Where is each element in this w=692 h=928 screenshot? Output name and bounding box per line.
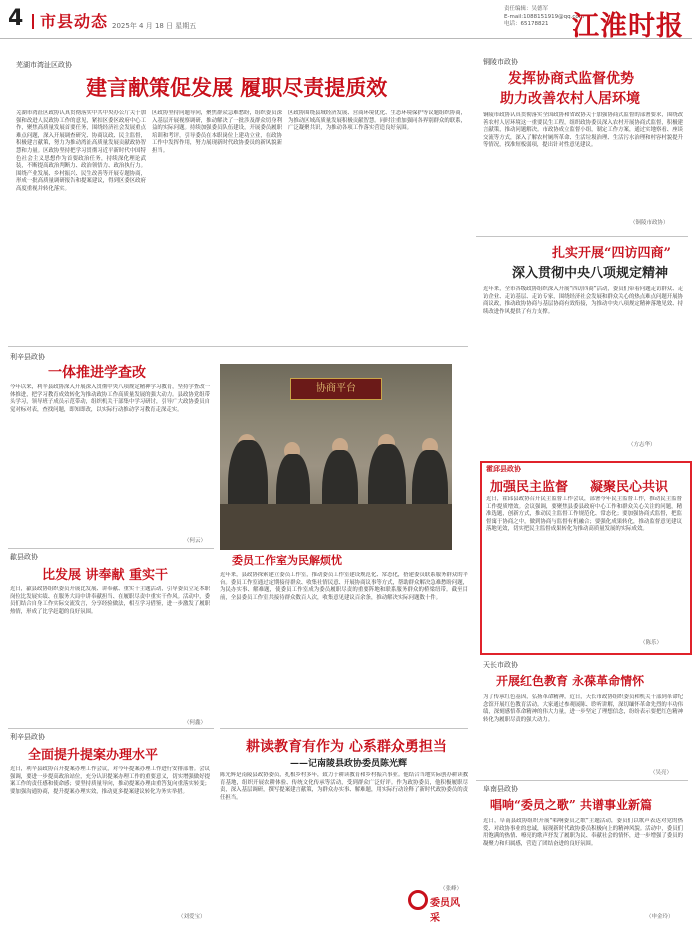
tianchang-body: 为了传承红色基因，弘扬革命精神，近日，天长市政协组织委员和机关干部到革命纪念馆开展红色教育活动。大家通过参观展陈、聆听讲解，深切缅怀革命先烈的丰功伟绩，深刻感悟革命精神的伟大力量，进一步坚定了理想信念，纷纷表示要把红色精神转化为履职尽责的强大动力。 [483,694,683,723]
photo-banner-text: 协商平台 [316,383,356,394]
gengdu-body: 陈光辉是南陵县政协委员，扎根乡村多年，致力于耕读教育和乡村振兴事业。他结合当地实际创办耕读教育基地，组织开展农耕体验、传统文化传承等活动，受到群众广泛好评。作为政协委员，他积极履职尽责，深入基层调研，撰写提案建言献策，为群众办实事、解难题，用实际行动诠释了新时代政协委员的责任担当。 [220,772,468,801]
dateline: 2025年 4 月 18 日 星期五 [112,22,197,30]
tongling-body: 铜陵市政协认真贯彻落实全国政协和省政协关于加强协商式监督的部署要求，围绕改善农村人居环境这一重要民生工程，组织政协委员深入农村开展协商式监督，积极建言献策，推动问题解决。市政协成立监督小组，制定工作方案，通过实地察看、座谈交流等方式，深入了解农村厕所革命、生活垃圾治理、生活污水治理和村容村貌提升等情况，找准短板弱项，提出针对性意见建议。 [483,112,683,149]
proposal-headline: 全面提升提案办理水平 [28,748,159,763]
divider [476,236,688,237]
funan-byline: （申金玲） [646,914,674,920]
editor-line: 责任编辑：吴德军 [504,6,549,12]
meeting-photo [220,364,452,550]
divider [8,548,214,549]
divider [8,728,214,729]
shexian-body: 近日，歙县政协组织委员开展比发展、讲奉献、重实干主题活动，引导委员立足本职岗位比发展实绩、在服务大局中讲奉献担当、在履职尽责中重实干作风。活动中，委员们结合自身工作实际交流发言，分享经验做法，相互学习借鉴，进一步激发了履职热情，形成了比学赶超的良好氛围。 [10,586,210,615]
wuhu-kicker: 芜湖市湾沚区政协 [16,61,72,69]
logo [408,890,466,924]
wuhu-body-col2: 区政协坚持问题导向，聚焦群众急难愁盼，组织委员深入基层开展视察调研，推动解决了一批涉及群众切身利益的实际问题。持续加强委员队伍建设，开展委员履职培训和考评，引导委员在本职岗位上建功立业，在政协工作中发挥作用，努力展现新时代政协委员的新风貌新担当。 [152,110,282,154]
editor-line: E-mail:1088151919@qq.com [504,13,585,20]
proposal-byline: （刘爱宝） [178,914,206,920]
proposal-body: 近日，利辛县政协召开提案办理工作会议，对今年提案办理工作进行安排部署。会议强调，要进一步提高政治站位，充分认识提案办理工作的重要意义，切实增强做好提案工作的责任感和使命感；要坚持质量导向，推动提案办理由重答复向重落实转变；要加强沟通协商，提升提案办理实效，推动更多提案建议转化为务实举措。 [10,766,210,795]
minsheng-kicker: 霍邱县政协 [486,465,521,473]
wuhu-headline: 建言献策促发展 履职尽责提质效 [86,75,388,100]
wuhu-body-col3: 区政协围绕县域经济发展、营商环境优化、生态环境保护等议题组织协商，为推动区域高质量发展积极贡献智慧。同时注重加强同各界别群众的联系，广泛凝聚共识，为推动各项工作落实营造良好氛围。 [288,110,466,132]
minsheng-headline-left: 加强民主监督 [490,480,569,495]
gengdu-subhead: ——记南陵县政协委员陈光辉 [290,759,408,769]
shexian-headline: 比发展 讲奉献 重实干 [42,568,169,583]
divider [476,780,688,781]
funan-body: 近日，阜南县政协组织开展“唱响委员之歌”主题活动，委员们以歌声表达对党的热爱、对政协事业的忠诚，展现新时代政协委员积极向上的精神风貌。活动中，委员们用饱满的热情、嘹亮的歌声抒发了履职为民、奉献社会的情怀，进一步增强了委员的凝聚力和归属感，营造了团结奋进的良好氛围。 [483,818,683,847]
sixiang-byline: （方志华） [628,442,656,448]
tianchang-kicker: 天长市政协 [483,661,518,669]
lixin-headline: 一体推进学查改 [48,365,146,381]
tongling-headline-1: 发挥协商式监督优势 [508,71,634,87]
funan-headline: 唱响“委员之歌” 共谱事业新篇 [490,798,652,812]
paper-name: 江淮时报 [572,11,684,42]
tongling-headline-2: 助力改善农村人居环境 [500,91,640,107]
sixiang-body: 近年来，全市各级政协组织深入开展“四访四商”活动，委员们带着问题走访群众、走访企业、走访基层、走访专家，围绕经济社会发展和群众关心的热点难点问题开展协商议政，推动政协协商与基层协商有效衔接，为推动中央八项规定精神落地见效、持续改进作风提供了有力支撑。 [483,286,683,315]
lixin-body: 今年以来，利辛县政协深入开展深入贯彻中央八项规定精神学习教育，坚持学查改一体推进，把学习教育成效转化为推动政协工作高质量发展的强大动力。县政协党组带头学习，领导班子成员示范带动，组织机关干部集中学习研讨，引导广大政协委员自觉对标对表，查找问题，即知即改，以实际行动推动学习教育走深走实。 [10,384,210,413]
shexian-byline: （何鑫） [184,720,207,726]
gengdu-headline: 耕读教育有作为 心系群众勇担当 [246,739,447,755]
tongling-byline: （铜陵市政协） [630,220,669,226]
minsheng-body: 近日，霍邱县政协召开民主监督工作会议，部署今年民主监督工作，推动民主监督工作提质增效。会议强调，要聚焦县委县政府中心工作和群众关心关注的问题，精准选题，创新方式，推动民主监督工作规范化、常态化；要加强协商式监督，把监督寓于协商之中，做到协商与监督有机融合；要强化成果转化，推动监督意见建议落地见效，切实把民主监督成果转化为推动高质量发展的实际成效。 [486,496,682,533]
lixin-kicker: 利辛县政协 [10,353,45,361]
page-number: 4 [8,6,24,31]
divider [220,728,468,729]
proposal-kicker: 利辛县政协 [10,733,45,741]
tianchang-byline: （吴亮） [650,770,673,776]
editor-line: 电话：65178821 [504,21,549,27]
tongling-kicker: 铜陵市政协 [483,58,518,66]
photo-caption: 委员工作室为民解烦忧 [232,554,342,567]
photo-body: 近年来，县政协探索建立委员工作室，推动委员工作室建设规范化、常态化，搭建委员联系服务群众的平台。委员工作室通过定期接待群众、收集社情民意、开展协商议事等方式，帮助群众解决急难愁盼问题，为民办实事、解难题，使委员工作室成为委员履职尽责的重要阵地和联系服务群众的桥梁纽带。截至目前，全县委员工作室共接待群众数百人次，收集意见建议百余条，推动解决实际问题数十件。 [220,572,468,601]
tianchang-headline: 开展红色教育 永葆革命情怀 [496,674,645,688]
divider [8,346,468,347]
minsheng-headline-right: 凝聚民心共识 [590,480,669,495]
section-label: 市县动态 [40,12,109,31]
section-title [32,9,108,32]
gengdu-byline: （张峰） [440,886,463,892]
sixiang-headline-2: 深入贯彻中央八项规定精神 [512,266,669,281]
shexian-kicker: 歙县政协 [10,553,38,561]
logo-text: 委员风采 [430,898,460,924]
minsheng-byline: （陈乐） [640,640,663,646]
logo-ring-icon [408,890,428,910]
wuhu-body-col1: 芜湖市湾沚区政协认真贯彻落实中共中央办公厅关于加强和改进人民政协工作的意见，紧扣区委区政府中心工作，聚焦高质量发展首要任务，围绕经济社会发展重点难点问题，深入开展调查研究、协商议政、民主监督，积极建言献策，努力为推动湾沚高质量发展贡献政协智慧和力量。区政协坚持把学习贯彻习近平新时代中国特色社会主义思想作为首要政治任务，持续深化理论武装，不断提高政治判断力、政治领悟力、政治执行力。围绕产业发展、乡村振兴、民生改善等开展专题协商，形成一批高质量调研报告和提案建议，得到区委区政府高度重视并转化落实。 [16,110,146,192]
sixiang-headline-1: 扎实开展“四访四商” [552,246,671,261]
funan-kicker: 阜南县政协 [483,785,518,793]
lixin-byline: （何云） [184,538,207,544]
meeting-table [220,504,452,550]
photo-banner [290,378,382,400]
